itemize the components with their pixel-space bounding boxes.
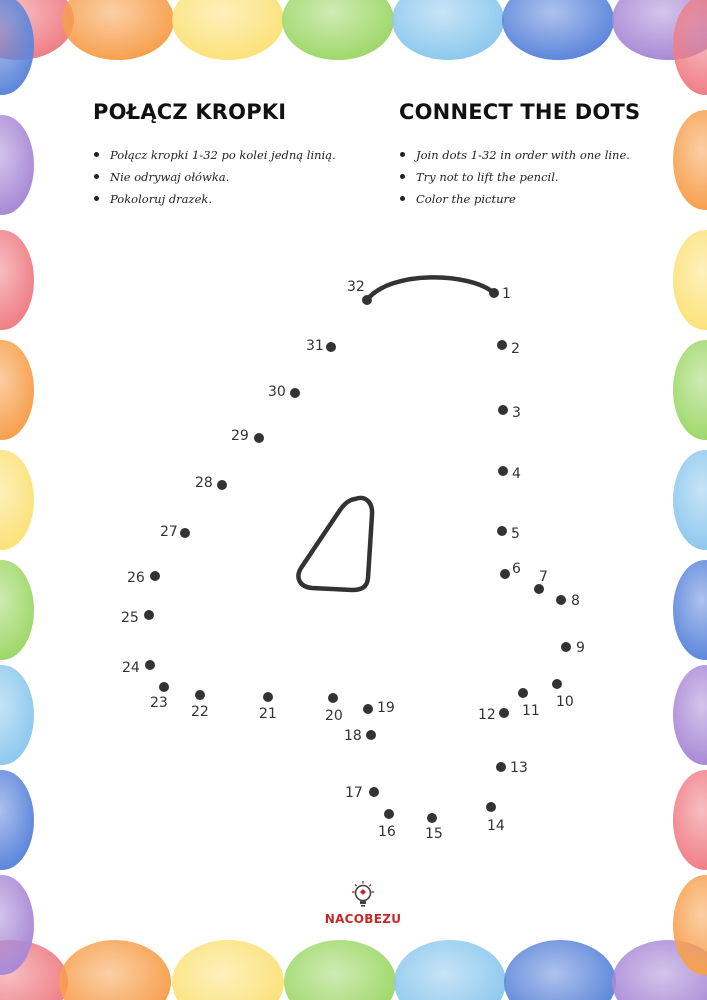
dot-number-13: 13 [510, 760, 528, 776]
dot-number-8: 8 [571, 593, 580, 609]
dot-number-9: 9 [576, 640, 585, 656]
dot-15 [427, 813, 437, 823]
dot-8 [556, 595, 566, 605]
dot-5 [497, 526, 507, 536]
dot-number-29: 29 [231, 428, 249, 444]
pre-drawn-inner-shape [298, 498, 372, 590]
dot-number-10: 10 [556, 694, 574, 710]
polish-instruction-3: Pokoloruj drazek. [93, 188, 336, 210]
dot-number-25: 25 [121, 610, 139, 626]
polish-instruction-1: Połącz kropki 1-32 po kolei jedną linią. [93, 144, 336, 166]
dot-14 [486, 802, 496, 812]
dot-20 [328, 693, 338, 703]
dot-11 [518, 688, 528, 698]
dot-number-18: 18 [344, 728, 362, 744]
dot-4 [498, 466, 508, 476]
dot-7 [534, 584, 544, 594]
dot-number-21: 21 [259, 706, 277, 722]
dot-number-30: 30 [268, 384, 286, 400]
dot-22 [195, 690, 205, 700]
dot-number-16: 16 [378, 824, 396, 840]
dot-16 [384, 809, 394, 819]
dot-number-2: 2 [511, 341, 520, 357]
dot-number-11: 11 [522, 703, 540, 719]
english-title: CONNECT THE DOTS [399, 100, 641, 124]
numbered-dots [121, 279, 585, 842]
dot-32 [362, 295, 372, 305]
dot-23 [159, 682, 169, 692]
dot-26 [150, 571, 160, 581]
dot-number-32: 32 [347, 279, 365, 295]
dot-number-20: 20 [325, 708, 343, 724]
dot-number-1: 1 [502, 286, 511, 302]
dot-number-23: 23 [150, 695, 168, 711]
polish-instruction-2: Nie odrywaj ołówka. [93, 166, 336, 188]
dot-number-22: 22 [191, 704, 209, 720]
dot-number-7: 7 [539, 569, 548, 585]
dot-number-15: 15 [425, 826, 443, 842]
polish-title: POŁĄCZ KROPKI [93, 100, 287, 124]
dot-number-27: 27 [160, 524, 178, 540]
dot-number-17: 17 [345, 785, 363, 801]
dot-30 [290, 388, 300, 398]
dot-number-4: 4 [512, 466, 521, 482]
dot-number-24: 24 [122, 660, 140, 676]
dot-number-14: 14 [487, 818, 505, 834]
dot-19 [363, 704, 373, 714]
nacobezu-logo [318, 880, 408, 935]
dot-6 [500, 569, 510, 579]
dot-number-26: 26 [127, 570, 145, 586]
dot-number-6: 6 [512, 561, 521, 577]
dot-number-28: 28 [195, 475, 213, 491]
dot-2 [497, 340, 507, 350]
english-instruction-1: Join dots 1-32 in order with one line. [399, 144, 630, 166]
dot-3 [498, 405, 508, 415]
dot-number-5: 5 [511, 526, 520, 542]
dot-1 [489, 288, 499, 298]
dot-21 [263, 692, 273, 702]
dot-17 [369, 787, 379, 797]
dot-27 [180, 528, 190, 538]
dot-29 [254, 433, 264, 443]
dot-9 [561, 642, 571, 652]
dot-24 [145, 660, 155, 670]
dot-13 [496, 762, 506, 772]
logo-text: NACOBEZU [324, 912, 402, 926]
english-instruction-3: Color the picture [399, 188, 630, 210]
dot-10 [552, 679, 562, 689]
english-instruction-2: Try not to lift the pencil. [399, 166, 630, 188]
dot-number-19: 19 [377, 700, 395, 716]
pre-drawn-top-line [367, 277, 494, 300]
dot-18 [366, 730, 376, 740]
dot-12 [499, 708, 509, 718]
dot-number-31: 31 [306, 338, 324, 354]
dot-number-3: 3 [512, 405, 521, 421]
lightbulb-icon [348, 880, 378, 910]
dot-number-12: 12 [478, 707, 496, 723]
dot-25 [144, 610, 154, 620]
dot-31 [326, 342, 336, 352]
dot-28 [217, 480, 227, 490]
